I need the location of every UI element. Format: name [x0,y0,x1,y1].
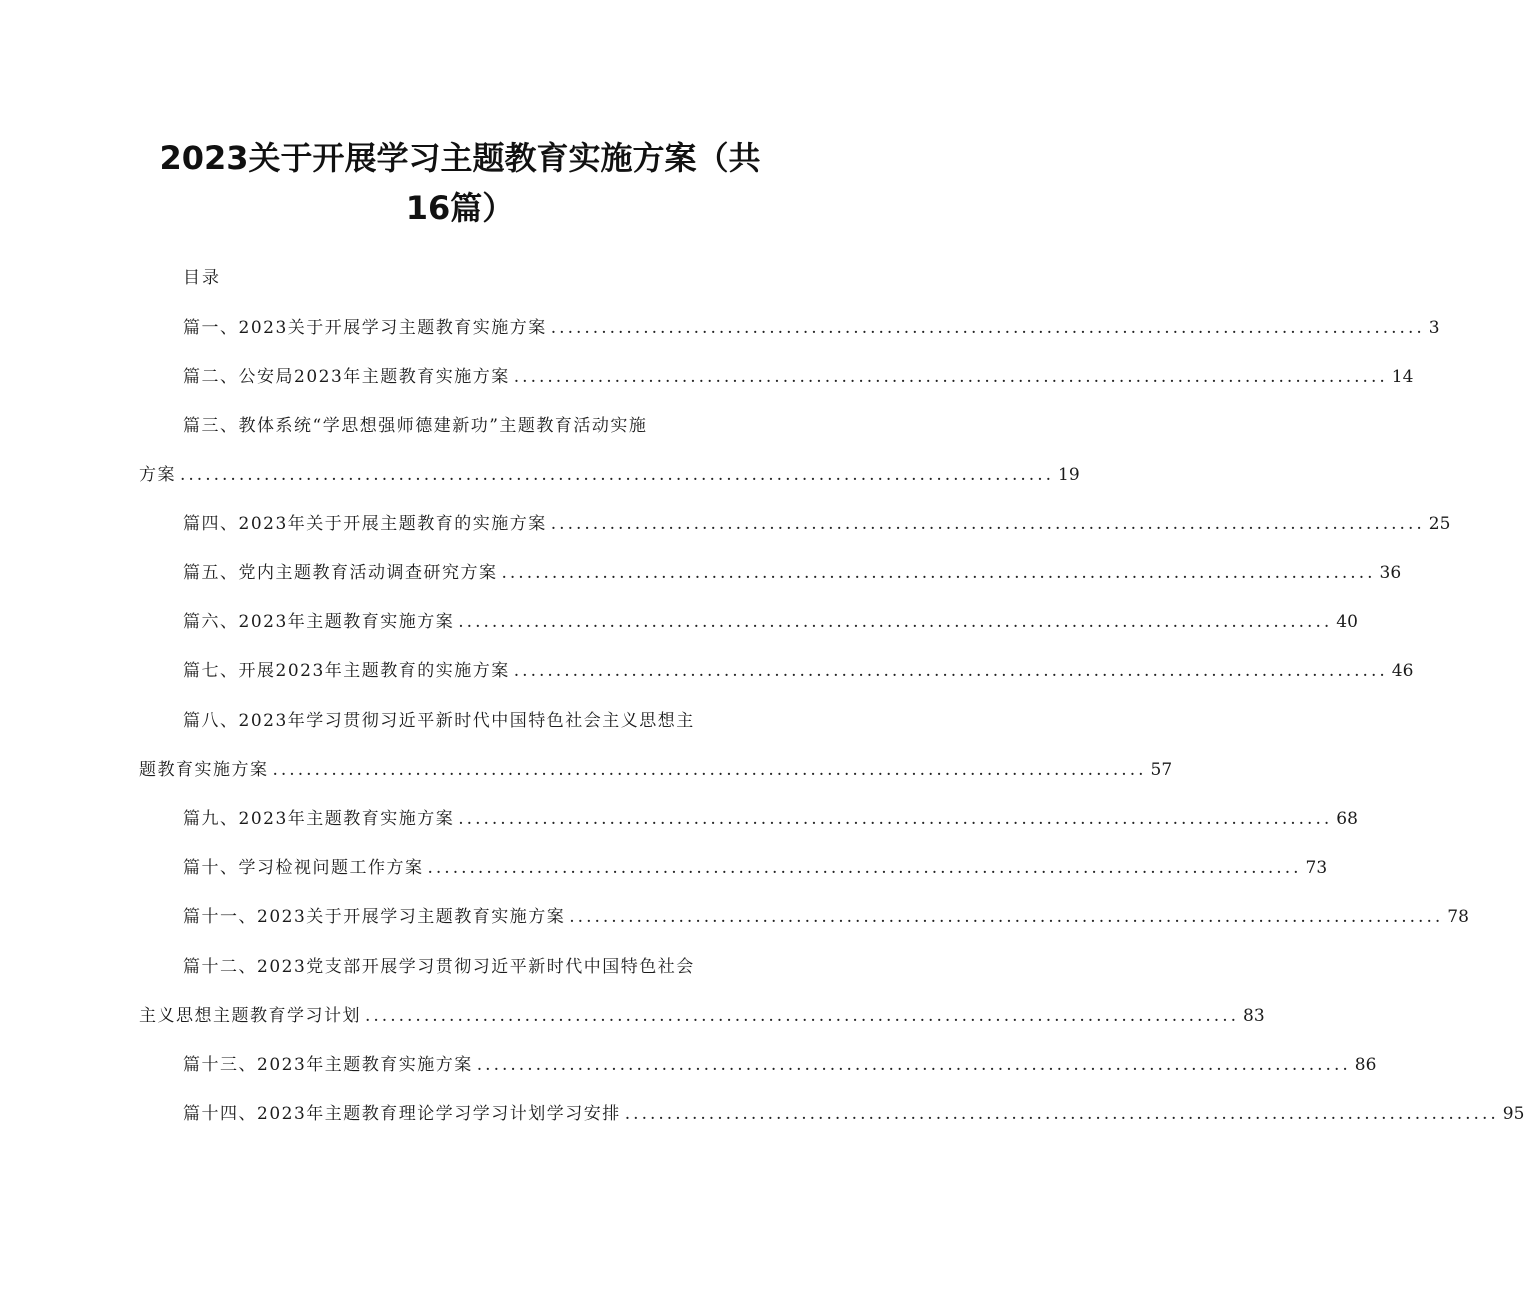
toc-entry-page: 3 [1428,318,1440,338]
toc-entry-title: 篇六、2023年主题教育实施方案 [183,612,455,632]
toc-entry-title: 篇七、开展2023年主题教育的实施方案 [183,661,510,681]
toc-leader-dots: ........................................................................................................ [550,318,1425,338]
toc-entry-page: 14 [1391,367,1414,387]
toc-entry-page: 46 [1391,661,1414,681]
toc-entry[interactable] [183,658,1414,684]
toc-leader-dots: ........................................................................................................ [458,612,1333,632]
toc-entry[interactable] [183,511,1451,537]
toc-leader-dots: ........................................................................................................ [427,858,1302,878]
toc-leader-dots: ........................................................................................................ [365,1006,1239,1026]
toc-entry[interactable] [183,1101,1524,1127]
toc-entry-page: 78 [1447,907,1469,927]
toc-entry[interactable] [183,560,1402,586]
toc-leader-dots: ........................................................................................................ [458,809,1333,829]
toc-entry-page: 19 [1058,465,1080,485]
toc-entry-page: 86 [1354,1055,1377,1075]
toc-entry[interactable] [183,904,1469,930]
toc-entry[interactable] [183,806,1358,832]
toc-entry-page: 25 [1428,514,1451,534]
toc-entry[interactable] [183,855,1328,881]
toc-entry-title: 篇二、公安局2023年主题教育实施方案 [183,367,510,387]
toc-entry[interactable] [139,462,1080,488]
toc-entry-title-continued: 题教育实施方案 [139,760,269,780]
toc-entry-title: 篇一、2023关于开展学习主题教育实施方案 [183,318,547,338]
toc-entry-title: 篇十一、2023关于开展学习主题教育实施方案 [183,907,566,927]
toc-entry-title: 篇四、2023年关于开展主题教育的实施方案 [183,514,547,534]
toc-entry-title: 篇五、党内主题教育活动调查研究方案 [183,563,498,583]
toc-entry-title: 篇十三、2023年主题教育实施方案 [183,1055,473,1075]
toc-entry-title[interactable]: 篇三、教体系统“学思想强师德建新功”主题教育活动实施 [183,416,648,436]
toc-entry[interactable] [139,1003,1265,1029]
toc-leader-dots: ........................................................................................................ [513,661,1388,681]
toc-leader-dots: ........................................................................................................ [513,367,1388,387]
toc-entry-title: 篇九、2023年主题教育实施方案 [183,809,455,829]
toc-entry-title-continued: 方案 [139,465,176,485]
toc-entry-page: 95 [1502,1104,1524,1124]
toc-leader-dots: ........................................................................................................ [550,514,1425,534]
toc-leader-dots: ........................................................................................................ [569,907,1444,927]
toc-entry-title: 篇十四、2023年主题教育理论学习学习计划学习安排 [183,1104,621,1124]
toc-entry-page: 40 [1336,612,1358,632]
toc-entry[interactable] [183,609,1358,635]
toc-leader-dots: ........................................................................................................ [624,1104,1499,1124]
toc-leader-dots: ........................................................................................................ [272,760,1147,780]
toc-leader-dots: ........................................................................................................ [180,465,1054,485]
toc-entry-page: 36 [1379,563,1402,583]
toc-entry-title[interactable]: 篇八、2023年学习贯彻习近平新时代中国特色社会主义思想主 [183,711,695,731]
toc-entry[interactable] [183,364,1414,390]
toc-entry-title[interactable]: 篇十二、2023党支部开展学习贯彻习近平新时代中国特色社会 [183,957,695,977]
document-title-line-2: 16篇） [405,189,515,227]
toc-leader-dots: ........................................................................................................ [501,563,1376,583]
toc-entry[interactable] [183,315,1440,341]
toc-entry-page: 83 [1243,1006,1265,1026]
toc-entry[interactable] [139,757,1173,783]
document-title-line-1: 2023关于开展学习主题教育实施方案（共 [159,139,761,177]
toc-entry-page: 57 [1150,760,1173,780]
toc-leader-dots: ........................................................................................................ [476,1055,1351,1075]
toc-entry-title: 篇十、学习检视问题工作方案 [183,858,424,878]
toc-entry[interactable] [183,1052,1377,1078]
toc-heading: 目录 [183,268,221,288]
toc-entry-page: 68 [1336,809,1358,829]
toc-entry-title-continued: 主义思想主题教育学习计划 [139,1006,361,1026]
toc-entry-page: 73 [1305,858,1328,878]
